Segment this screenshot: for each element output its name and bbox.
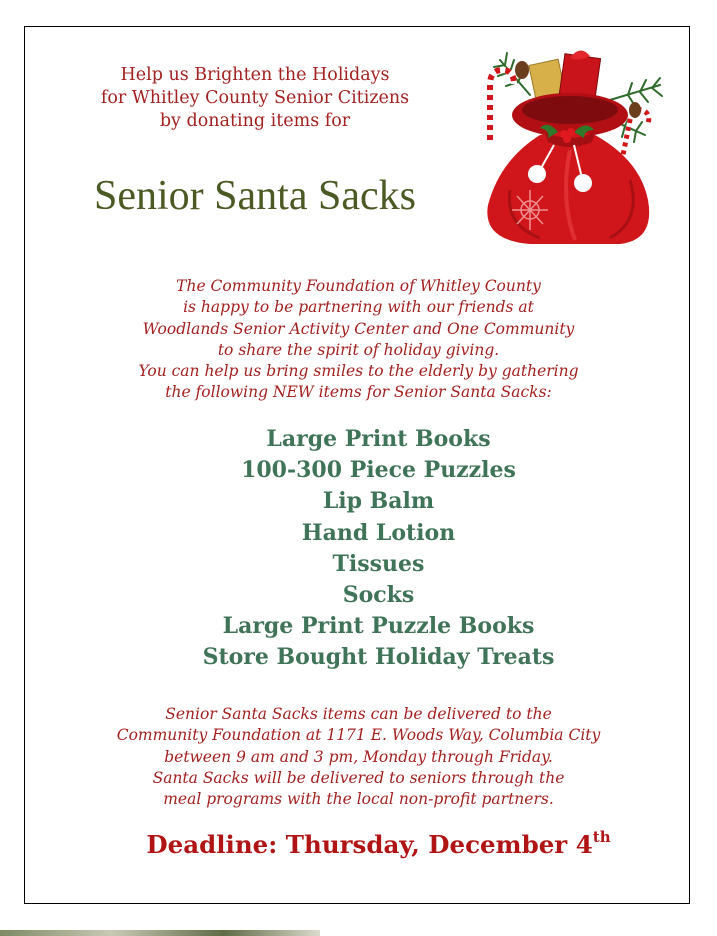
donation-item: Socks (342, 582, 415, 609)
intro-line-1: Help us Brighten the Holidays (120, 65, 390, 85)
flyer-title: Senior Santa Sacks (94, 173, 416, 219)
partner-line: Woodlands Senior Activity Center and One Community (142, 319, 575, 338)
donation-item: 100-300 Piece Puzzles (241, 457, 516, 484)
donation-item-list (60, 424, 697, 674)
delivery-line: between 9 am and 3 pm, Monday through Friday. (164, 747, 553, 766)
deadline (60, 828, 697, 862)
deadline-ordinal: th (592, 828, 611, 846)
donation-item: Large Print Puzzle Books (222, 613, 535, 640)
deadline-text: Deadline: Thursday, December 4 (146, 830, 593, 859)
donation-item: Hand Lotion (301, 519, 456, 546)
donation-item: Large Print Books (266, 426, 491, 452)
delivery-line: Santa Sacks will be delivered to seniors through the (152, 768, 565, 787)
delivery-line: Community Foundation at 1171 E. Woods Way, Columbia City (116, 726, 601, 745)
delivery-line: meal programs with the local non-profit partners. (163, 790, 554, 809)
delivery-paragraph (60, 704, 657, 810)
partner-line: The Community Foundation of Whitley County (176, 277, 541, 295)
partner-line: You can help us bring smiles to the elderly by gathering (138, 362, 579, 381)
bottom-photo-strip (0, 930, 320, 936)
donation-item: Store Bought Holiday Treats (202, 644, 555, 671)
intro-line-2: for Whitley County Senior Citizens (100, 88, 410, 108)
partner-line: is happy to be partnering with our friends at (183, 298, 534, 317)
intro-line-3: by donating items for (159, 111, 351, 131)
delivery-line: Senior Santa Sacks items can be delivered to the (165, 705, 552, 723)
partner-paragraph (60, 276, 657, 404)
intro-heading (60, 64, 450, 133)
donation-item: Tissues (332, 550, 425, 577)
partner-line: to share the spirit of holiday giving. (217, 340, 500, 359)
santa-sack-icon (470, 40, 670, 250)
donation-item: Lip Balm (322, 488, 435, 515)
partner-line: the following NEW items for Senior Santa Sacks: (165, 383, 552, 402)
